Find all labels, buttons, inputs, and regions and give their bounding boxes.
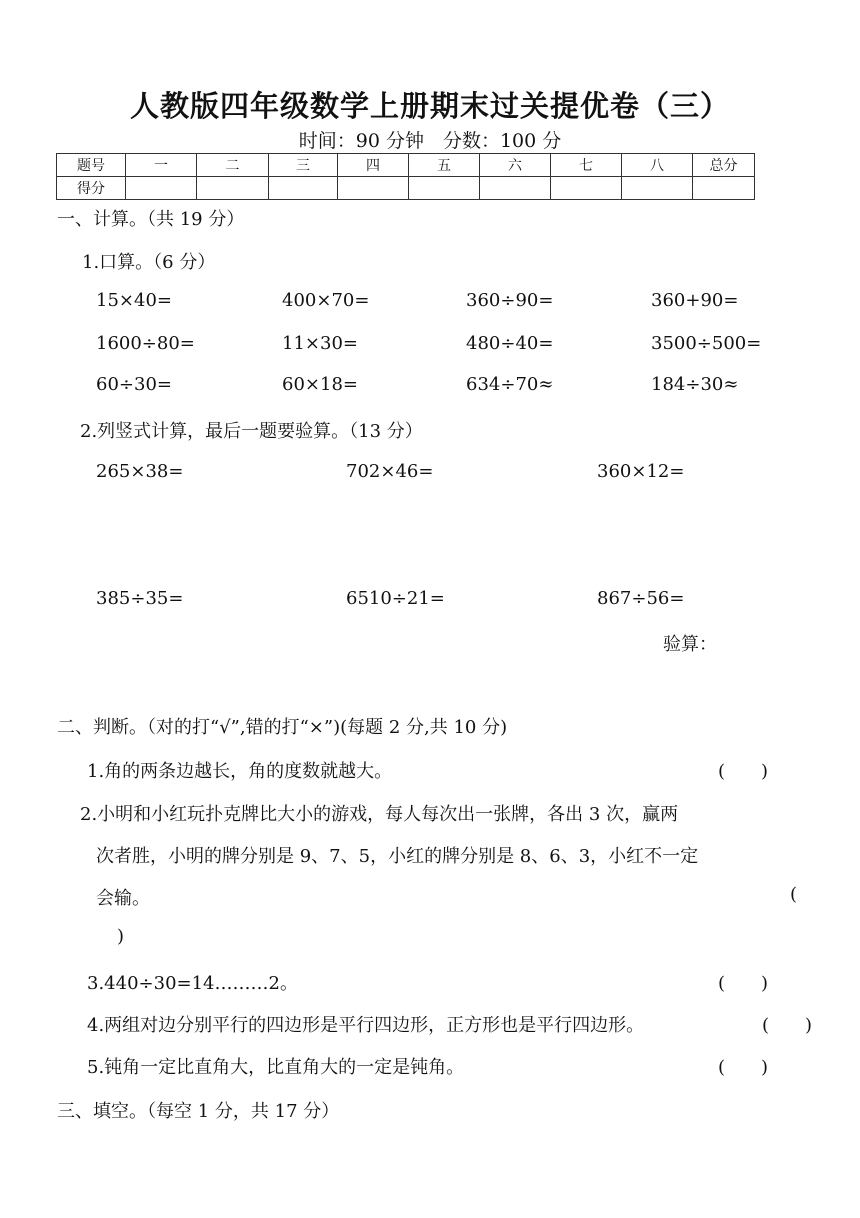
answer-parentheses[interactable]: ( )	[762, 1015, 813, 1036]
vertical-calc-item: 265×38=	[96, 461, 184, 482]
mental-math-item: 480÷40=	[466, 333, 554, 354]
table-header-cell: 总分	[693, 154, 755, 177]
judgment-question-1: 1.角的两条边越长，角的度数就越大。	[87, 761, 393, 782]
vertical-calc-item: 702×46=	[346, 461, 434, 482]
score-table-header-row	[57, 154, 755, 177]
score-cell[interactable]	[409, 177, 480, 200]
mental-math-item: 1600÷80=	[96, 333, 195, 354]
vertical-calc-item: 385÷35=	[96, 588, 184, 609]
table-header-cell: 六	[480, 154, 551, 177]
question-vertical-calculation: 2.列竖式计算，最后一题要验算。（13 分）	[80, 421, 423, 442]
answer-paren-open[interactable]: (	[790, 884, 798, 905]
judgment-question-3: 3.440÷30=14………2。	[87, 973, 298, 994]
mental-math-item: 360+90=	[651, 290, 739, 311]
mental-math-item: 11×30=	[282, 333, 358, 354]
score-cell[interactable]	[480, 177, 551, 200]
answer-parentheses[interactable]: ( )	[718, 761, 769, 782]
score-table-score-row	[57, 177, 755, 200]
table-header-cell: 五	[409, 154, 480, 177]
answer-parentheses[interactable]: ( )	[718, 973, 769, 994]
score-cell[interactable]	[126, 177, 197, 200]
mental-math-item: 400×70=	[282, 290, 370, 311]
mental-math-item: 184÷30≈	[651, 374, 739, 395]
mental-math-item: 60×18=	[282, 374, 358, 395]
mental-math-item: 60÷30=	[96, 374, 172, 395]
table-header-cell: 七	[551, 154, 622, 177]
answer-parentheses[interactable]: ( )	[718, 1057, 769, 1078]
table-header-cell: 四	[338, 154, 409, 177]
table-header-cell: 题号	[57, 154, 126, 177]
score-row-label: 得分	[57, 177, 126, 200]
score-cell[interactable]	[338, 177, 409, 200]
judgment-question-5: 5.钝角一定比直角大，比直角大的一定是钝角。	[87, 1057, 465, 1078]
score-cell[interactable]	[693, 177, 755, 200]
page-title: 人教版四年级数学上册期末过关提优卷（三）	[129, 89, 730, 123]
vertical-calc-item: 6510÷21=	[346, 588, 445, 609]
vertical-calc-item: 867÷56=	[597, 588, 685, 609]
answer-paren-close[interactable]: )	[117, 926, 125, 947]
mental-math-item: 3500÷500=	[651, 333, 762, 354]
score-cell[interactable]	[269, 177, 338, 200]
score-cell[interactable]	[622, 177, 693, 200]
vertical-calc-item: 360×12=	[597, 461, 685, 482]
exam-info: 时间：90 分钟 分数：100 分	[298, 130, 562, 152]
section-heading-calculation: 一、计算。（共 19 分）	[57, 209, 245, 230]
table-header-cell: 三	[269, 154, 338, 177]
table-header-cell: 一	[126, 154, 197, 177]
judgment-question-2-line3: 会输。	[96, 888, 150, 909]
table-header-cell: 二	[197, 154, 269, 177]
judgment-question-2-line2: 次者胜，小明的牌分别是 9、7、5，小红的牌分别是 8、6、3，小红不一定	[96, 846, 699, 867]
mental-math-item: 634÷70≈	[466, 374, 554, 395]
section-heading-judgment: 二、判断。（对的打“√”,错的打“×”)(每题 2 分,共 10 分)	[57, 717, 508, 738]
table-header-cell: 八	[622, 154, 693, 177]
judgment-question-2-line1: 2.小明和小红玩扑克牌比大小的游戏，每人每次出一张牌，各出 3 次，赢两	[80, 804, 679, 825]
judgment-question-4: 4.两组对边分别平行的四边形是平行四边形，正方形也是平行四边形。	[87, 1015, 645, 1036]
mental-math-item: 360÷90=	[466, 290, 554, 311]
score-table	[56, 153, 755, 200]
score-cell[interactable]	[197, 177, 269, 200]
question-mental-math: 1.口算。（6 分）	[82, 252, 216, 273]
section-heading-fill-blank: 三、填空。（每空 1 分，共 17 分）	[57, 1101, 340, 1122]
check-label: 验算：	[663, 634, 717, 655]
mental-math-item: 15×40=	[96, 290, 172, 311]
score-cell[interactable]	[551, 177, 622, 200]
